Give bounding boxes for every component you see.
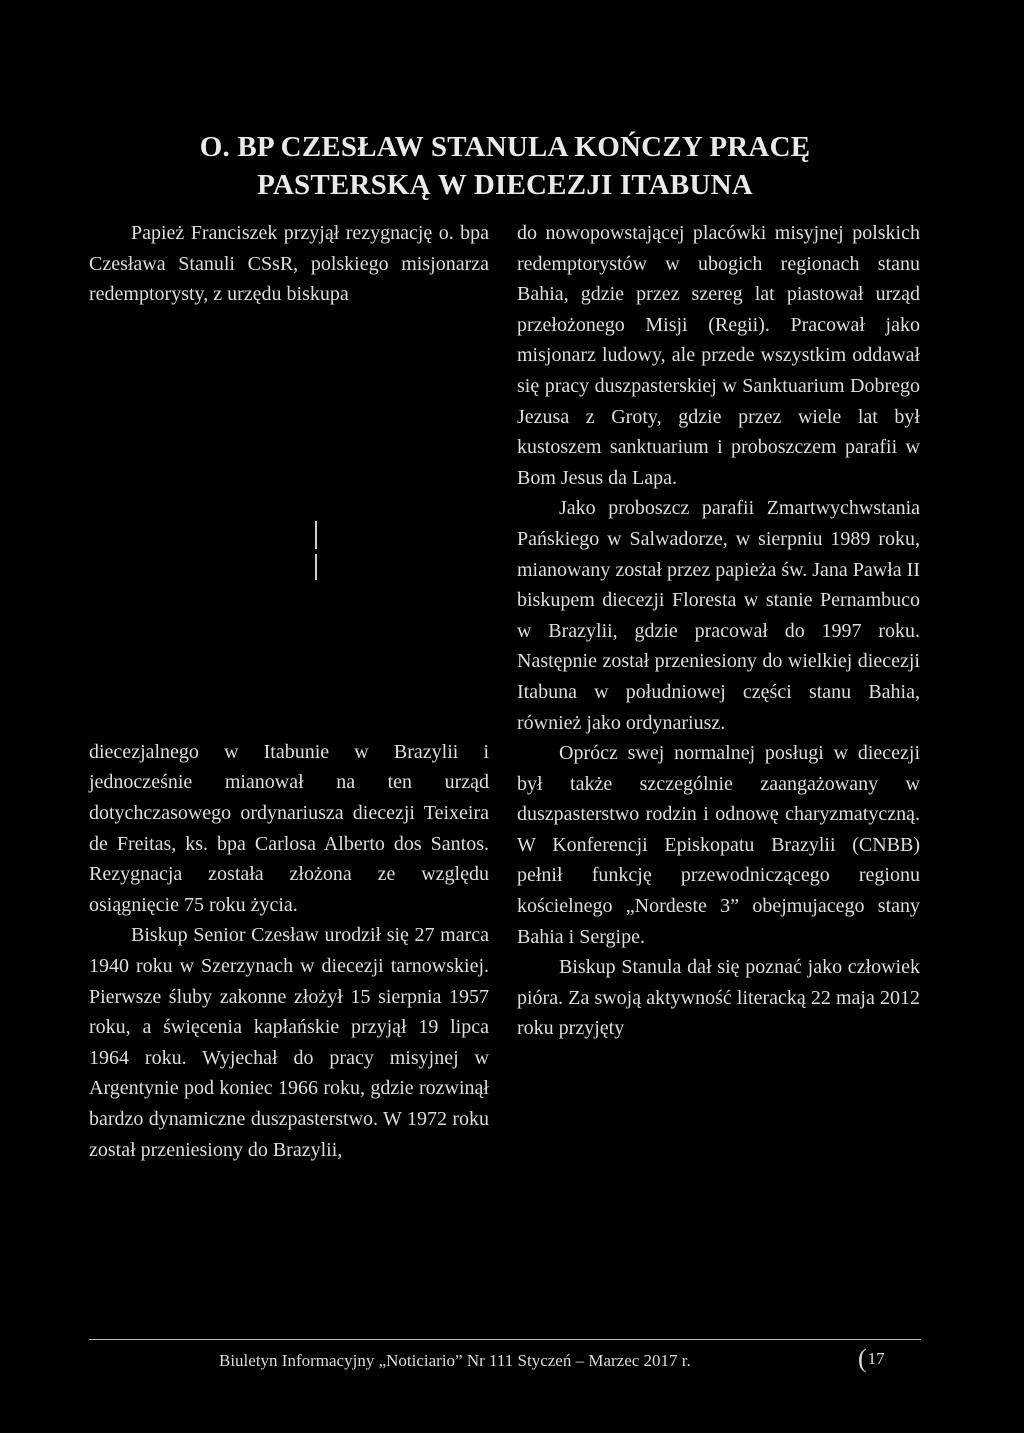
title-line-2: PASTERSKĄ W DIECEZJI ITABUNA	[257, 169, 753, 201]
article-title	[90, 128, 920, 204]
page-number-value: 17	[867, 1349, 885, 1368]
left-paragraph-2: Biskup Senior Czesław urodził się 27 marca 1940 roku w Szerzynach w diecezji tarnowskiej. Pierwsze śluby zakonne złożył 15 sierpnia 1957 roku, a święcenia kapłańskie przyjął 19 lipca 1964 roku. Wyjechał do pracy misyjnej w Argentynie pod koniec 1966 roku, gdzie rozwinął bardzo dynamiczne duszpasterstwo. W 1972 roku został przeniesiony do Brazylii,	[89, 924, 489, 1161]
footer-text: Biuletyn Informacyjny „Noticiario” Nr 111 Styczeń – Marzec 2017 r.	[219, 1351, 691, 1370]
left-column	[89, 218, 489, 1165]
left-paragraph-1-top: Papież Franciszek przyjął rezygnację o. bpa Czesława Stanuli CSsR, polskiego misjonarza redemptorysty, z urzędu biskupa	[89, 222, 489, 306]
right-paragraph-3: Oprócz swej normalnej posługi w diecezji był także szczególnie zaangażowany w duszpasterstwo rodzin i odnowę charyzmatyczną. W Konferencji Episkopatu Brazylii (CNBB) pełnił funkcję przewodniczącego regionu kościelnego „Nordeste 3” obejmujacego stany Bahia i Sergipe.	[517, 742, 920, 948]
footer-divider	[89, 1339, 921, 1340]
page-number	[858, 1346, 885, 1372]
right-paragraph-4: Biskup Stanula dał się poznać jako człowiek pióra. Za swoją aktywność literacką 22 maja 2012 roku przyjęty	[517, 956, 920, 1040]
photo-mark	[315, 554, 317, 580]
photo-mark	[315, 521, 317, 549]
right-column	[517, 218, 920, 1044]
right-paragraph-1: do nowopowstającej placówki misyjnej polskich redemptorystów w ubogich regionach stanu Bahia, gdzie przez szereg lat piastował urząd przełożonego Misji (Regii). Pracował jako misjonarz ludowy, ale przede wszystkim oddawał się pracy duszpasterskiej w Sanktuarium Dobrego Jezusa z Groty, gdzie przez wiele lat był kustoszem sanktuarium i proboszczem parafii w Bom Jesus da Lapa.	[517, 222, 920, 489]
left-paragraph-1-bottom: diecezjalnego w Itabunie w Brazylii i jednocześnie mianował na ten urząd dotychczasowego ordynariusza diecezji Teixeira de Freitas, ks. bpa Carlosa Alberto dos Santos. Rezygnacja została złożona ze względu osiągnięcie 75 roku życia.	[89, 740, 489, 916]
page-number-brace: (	[858, 1344, 867, 1373]
title-line-1: O. BP CZESŁAW STANULA KOŃCZY PRACĘ	[199, 131, 811, 163]
photo-placeholder	[89, 310, 489, 737]
right-paragraph-2: Jako proboszcz parafii Zmartwychwstania Pańskiego w Salwadorze, w sierpniu 1989 roku, mianowany został przez papieża św. Jana Pawła II biskupem diecezji Floresta w stanie Pernambuco w Brazylii, gdzie pracował do 1997 roku. Następnie został przeniesiony do wielkiej diecezji Itabuna w południowej części stanu Bahia, również jako ordynariusz.	[517, 497, 920, 734]
